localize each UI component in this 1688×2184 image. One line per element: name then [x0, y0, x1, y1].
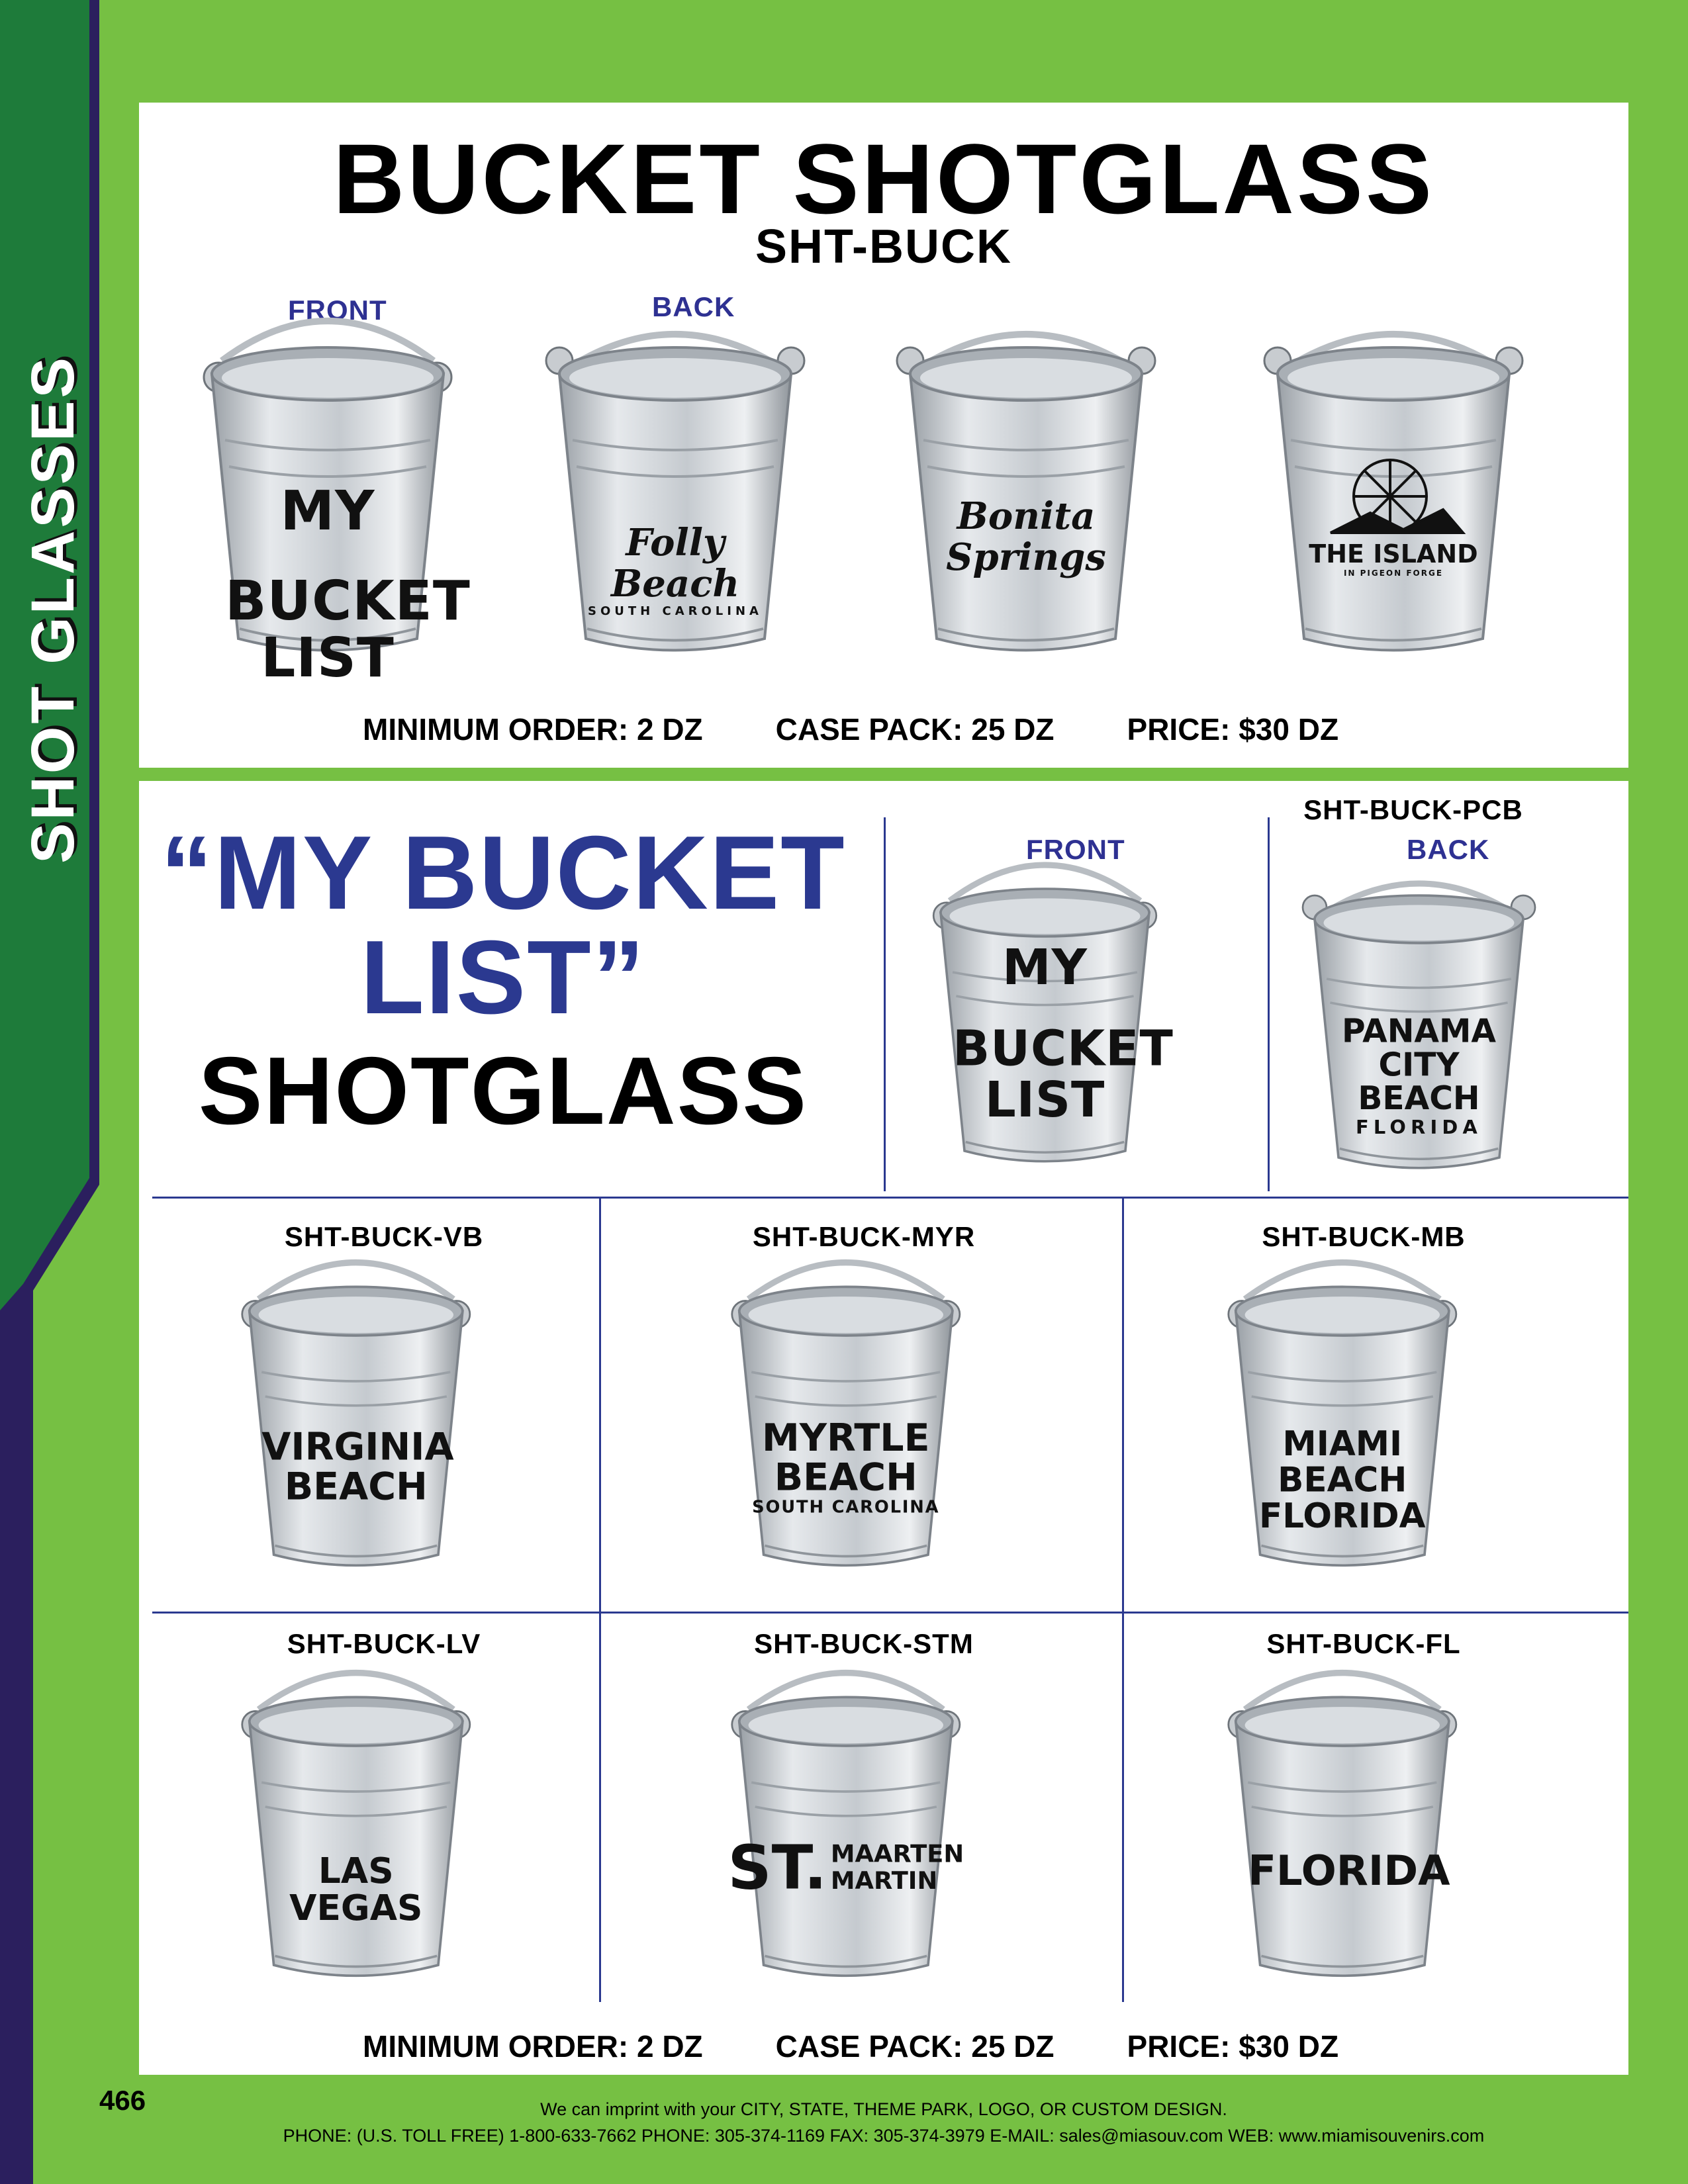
- top-order-info: [363, 711, 1411, 747]
- bucket-image-island: [1251, 301, 1536, 672]
- divider: [884, 817, 886, 1191]
- divider: [1122, 1198, 1124, 2002]
- side-tab-label: SHOT GLASSES: [19, 354, 87, 864]
- sku-stm: SHT-BUCK-STM: [754, 1628, 974, 1659]
- top-panel: [139, 103, 1628, 768]
- front-label: FRONT: [288, 295, 387, 326]
- bottom-order-info: [363, 2028, 1411, 2064]
- bucket-image-stm: [715, 1655, 977, 1995]
- divider: [152, 1197, 1628, 1199]
- price: PRICE: $30 DZ: [1127, 2029, 1339, 2064]
- back-label: BACK: [652, 291, 735, 322]
- sku-lv: SHT-BUCK-LV: [287, 1628, 481, 1659]
- bucket-text: THE ISLAND IN PIGEON FORGE: [1309, 539, 1478, 578]
- bucket-shape: [1211, 1655, 1474, 1995]
- bucket-image-myr: [715, 1244, 977, 1585]
- divider: [152, 1612, 1628, 1614]
- bucket-image-pcb-front: [917, 847, 1173, 1181]
- side-tab-band: [0, 0, 132, 2184]
- bucket-text: PANAMA CITY BEACH FLORIDA: [1341, 1012, 1497, 1139]
- sku-mb: SHT-BUCK-MB: [1262, 1221, 1466, 1252]
- bucket-text: MY BUCKET LIST: [225, 480, 471, 690]
- bucket-text: ST. MAARTEN MARTIN: [727, 1831, 964, 1903]
- bucket-image-pcb-back: [1291, 854, 1547, 1187]
- case-pack: CASE PACK: 25 DZ: [775, 2029, 1055, 2064]
- case-pack: CASE PACK: 25 DZ: [775, 712, 1055, 747]
- footer-imprint-note: We can imprint with your CITY, STATE, THEME PARK, LOGO, OR CUSTOM DESIGN.: [540, 2099, 1227, 2119]
- bucket-image-fl: [1211, 1655, 1474, 1995]
- main-sku: SHT-BUCK: [755, 220, 1012, 273]
- bucket-image-mb: [1211, 1244, 1474, 1585]
- bucket-image-vb: [225, 1244, 487, 1585]
- bucket-text: MIAMI BEACH FLORIDA: [1259, 1424, 1426, 1536]
- bucket-shape: [225, 1244, 487, 1585]
- bucket-text: Bonita Springs: [946, 494, 1106, 579]
- bucket-text: FLORIDA: [1248, 1846, 1450, 1895]
- bucket-text: VIRGINIA BEACH: [261, 1424, 454, 1509]
- bucket-shape: [715, 1655, 977, 1995]
- bucket-image-front: [185, 301, 471, 690]
- sku-fl: SHT-BUCK-FL: [1266, 1628, 1461, 1659]
- divider: [599, 1198, 601, 2002]
- bucket-image-lv: [225, 1655, 487, 1995]
- minimum-order: MINIMUM ORDER: 2 DZ: [363, 712, 703, 747]
- promo-heading: “MY BUCKET LIST” SHOTGLASS: [160, 815, 846, 1144]
- pcb-front-label: FRONT: [1026, 834, 1125, 865]
- sku-vb: SHT-BUCK-VB: [284, 1221, 484, 1252]
- bucket-shape: [884, 301, 1168, 672]
- pcb-back-label: BACK: [1407, 834, 1490, 865]
- bucket-image-back: [533, 301, 818, 672]
- bucket-image-bonita: [884, 301, 1168, 672]
- page-title: BUCKET SHOTGLASS: [332, 123, 1435, 234]
- footer-contact: PHONE: (U.S. TOLL FREE) 1-800-633-7662 PHONE: 305-374-1169 FAX: 305-374-3979 E-MAIL: sales@miasouv.com WEB: www.miamisouvenirs.com: [283, 2126, 1485, 2146]
- minimum-order: MINIMUM ORDER: 2 DZ: [363, 2029, 703, 2064]
- bottom-panel: [139, 781, 1628, 2075]
- divider: [1268, 817, 1270, 1191]
- bucket-text: Folly Beach SOUTH CAROLINA: [588, 521, 763, 619]
- bucket-shape: [225, 1655, 487, 1995]
- bucket-text: MYRTLE BEACH SOUTH CAROLINA: [752, 1415, 940, 1518]
- sku-myr: SHT-BUCK-MYR: [752, 1221, 976, 1252]
- bucket-shape: [1251, 301, 1536, 672]
- bucket-text: MY BUCKET LIST: [953, 939, 1174, 1128]
- sku-pcb: SHT-BUCK-PCB: [1303, 794, 1523, 825]
- page-number: 466: [99, 2085, 146, 2116]
- bucket-text: LAS VEGAS: [289, 1850, 423, 1929]
- price: PRICE: $30 DZ: [1127, 712, 1339, 747]
